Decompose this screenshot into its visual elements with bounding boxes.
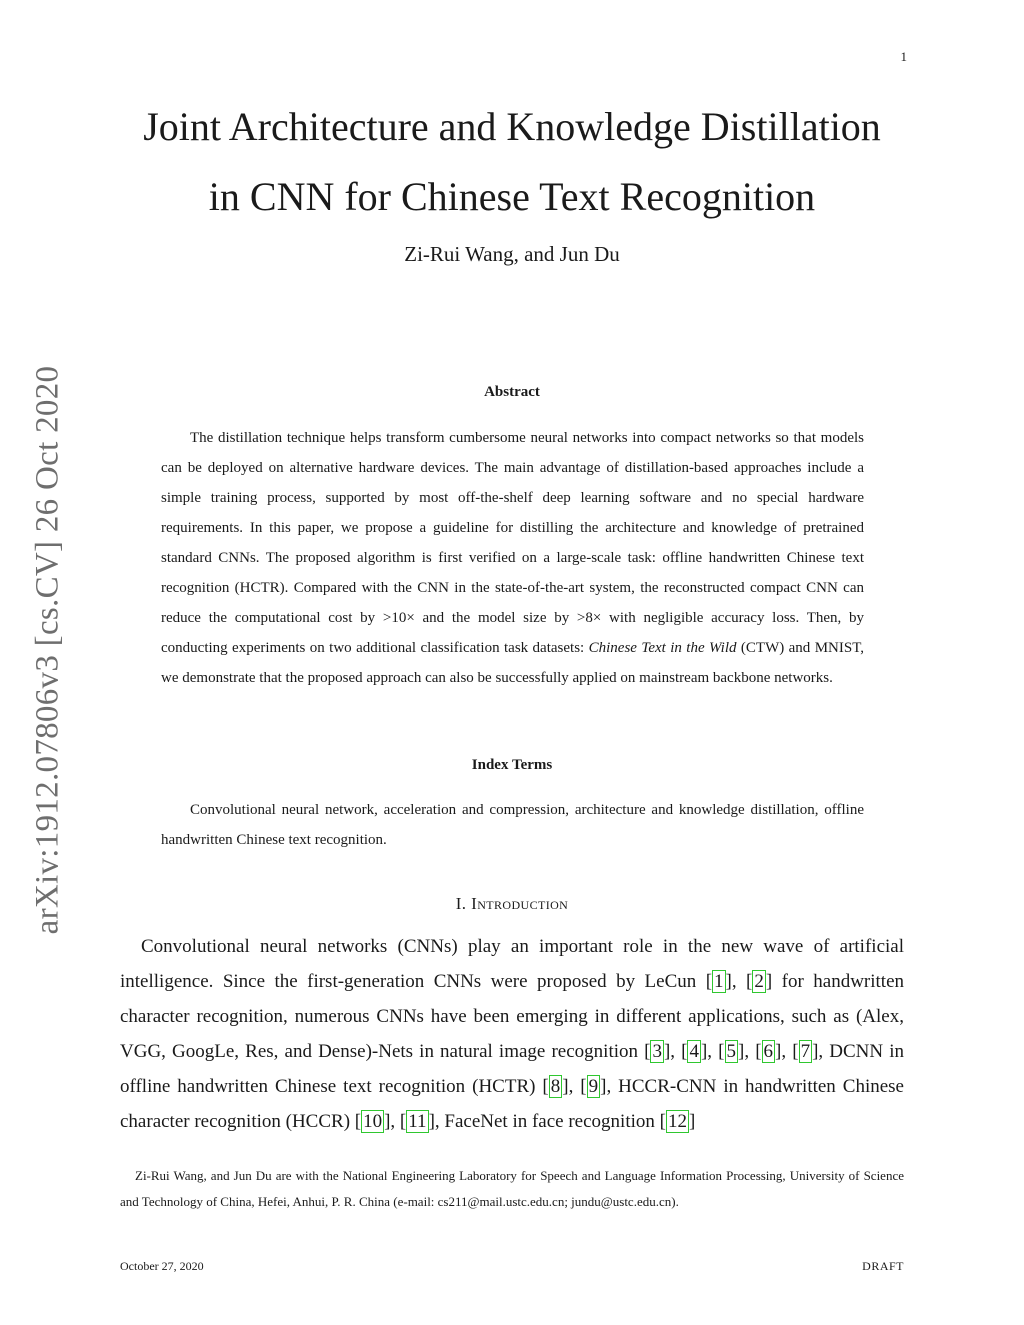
introduction-heading: [100, 894, 924, 914]
citation-link[interactable]: 3: [652, 1041, 662, 1062]
intro-text: ], HCCR-CNN in handwritten Chinese character recognition (HCCR) [: [120, 1076, 904, 1132]
intro-text: ], [: [384, 1111, 407, 1132]
intro-text: ] for handwritten character recognition, numerous CNNs have been emerging in different applications, such as (Alex, VGG, GoogLe, Res, and Dense)-Nets in natural image recognition [: [120, 971, 905, 1062]
index-terms-body: Convolutional neural network, acceleration and compression, architecture and knowledge distillation, offline handwritten Chinese text recognition.: [161, 802, 864, 848]
section-title-first-letter: I: [471, 894, 478, 913]
intro-text: ], [: [700, 1041, 725, 1062]
title-line-1: Joint Architecture and Knowledge Distillation: [143, 104, 881, 149]
citation-link[interactable]: 11: [408, 1111, 427, 1132]
intro-text: ], [: [725, 971, 753, 992]
section-numeral: I.: [455, 894, 467, 913]
citation-link[interactable]: 9: [588, 1076, 599, 1097]
intro-text: ], [: [562, 1076, 587, 1097]
citation-link[interactable]: 10: [363, 1111, 383, 1132]
introduction-paragraph: [120, 929, 904, 1139]
citation-link[interactable]: 6: [763, 1041, 774, 1062]
intro-text: ], [: [663, 1041, 688, 1062]
index-terms-heading: Index Terms: [471, 757, 553, 773]
arxiv-identifier[interactable]: arXiv:1912.07806v3 [cs.CV] 26 Oct 2020: [29, 365, 66, 935]
citation-link[interactable]: 1: [714, 971, 724, 992]
citation-link[interactable]: 8: [550, 1076, 561, 1097]
intro-text: ], [: [738, 1041, 762, 1062]
intro-text: ]: [688, 1111, 696, 1132]
footer-draft-label: DRAFT: [862, 1259, 904, 1273]
intro-text: ], DCNN in offline handwritten Chinese text recognition (HCTR) [: [120, 1041, 905, 1097]
intro-text: ], FaceNet in face recognition [: [428, 1111, 666, 1132]
intro-text: Convolutional neural networks (CNNs) play an important role in the new wave of artificial intelligence. Since the first-generation CNNs were proposed by LeCun [: [120, 936, 904, 992]
page-number: 1: [900, 49, 907, 64]
citation-link[interactable]: 2: [754, 971, 764, 992]
citation-link[interactable]: 5: [726, 1041, 737, 1062]
abstract-text-part-2: (CTW) and MNIST, we demonstrate that the proposed approach can also be successfully applied on mainstream backbone networks.: [161, 640, 865, 686]
title-line-2: in CNN for Chinese Text Recognition: [208, 174, 816, 219]
intro-text: ], [: [775, 1041, 799, 1062]
section-title-rest: ntroduction: [477, 894, 569, 913]
abstract-text-part-1: The distillation technique helps transform cumbersome neural networks into compact networks so that models can be deployed on alternative hardware devices. The main advantage of distillation-based approaches include a simple training process, supported by most off-the-shelf deep learning software and no special hardware requirements. In this paper, we propose a guideline for distilling the architecture and knowledge of pretrained standard CNNs. The proposed algorithm is first verified on a large-scale task: offline handwritten Chinese text recognition (HCTR). Compared with the CNN in the state-of-the-art system, the reconstructed compact CNN can reduce the computational cost by >10× and the model size by >8× with negligible accuracy loss. Then, by conducting experiments on two additional classification task datasets:: [161, 430, 864, 656]
citation-link[interactable]: 4: [689, 1041, 699, 1062]
authors: Zi-Rui Wang, and Jun Du: [404, 242, 620, 266]
citation-link[interactable]: 7: [800, 1041, 811, 1062]
author-affiliation-footnote: Zi-Rui Wang, and Jun Du are with the National Engineering Laboratory for Speech and Language Information Processing, University of Science and Technology of China, Hefei, Anhui, P. R. China (e-mail: cs211@mail.ustc.edu.cn; jundu@ustc.edu.cn).: [120, 1168, 904, 1209]
abstract-body: [161, 423, 864, 693]
footer-date: October 27, 2020: [120, 1259, 204, 1273]
citation-link[interactable]: 12: [667, 1111, 687, 1132]
paper-title: [100, 92, 924, 232]
abstract-heading: Abstract: [484, 384, 540, 400]
dataset-name: Chinese Text in the Wild: [588, 640, 737, 656]
